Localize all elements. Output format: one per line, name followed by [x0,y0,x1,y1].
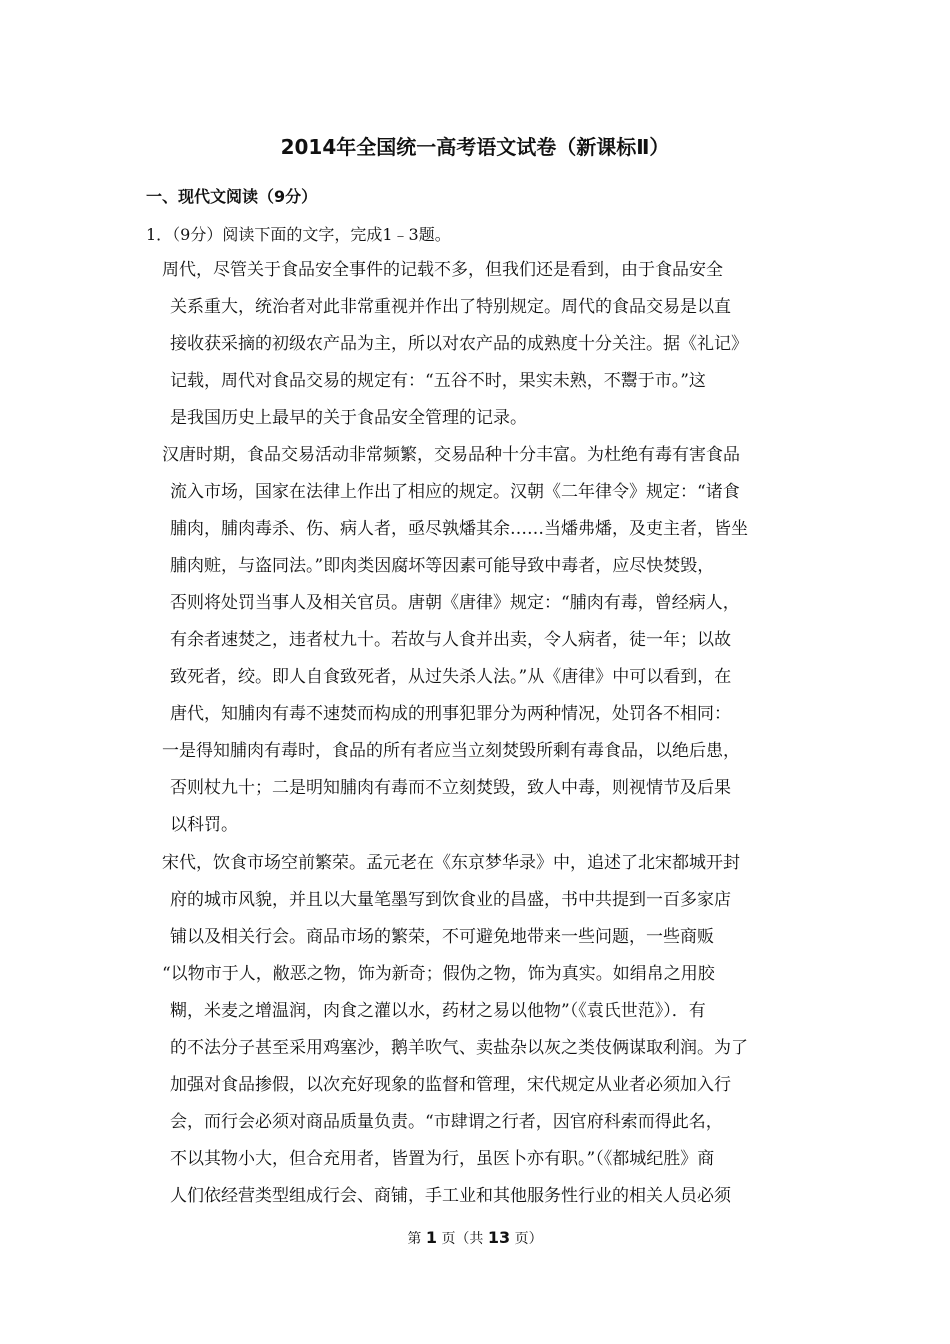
text-line: 府的城市风貌，并且以大量笔墨写到饮食业的昌盛，书中共提到一百多家店 [170,890,731,910]
footer-middle: 页（共 [441,1231,484,1247]
text-line: 人们依经营类型组成行会、商铺，手工业和其他服务性行业的相关人员必须 [170,1186,731,1206]
text-line: 是我国历史上最早的关于食品安全管理的记录。 [170,408,527,428]
text-line: 致死者，绞。即人自食致死者，从过失杀人法。”从《唐律》中可以看到，在 [170,667,732,687]
page-number: 1 [425,1228,437,1247]
question-prompt: 1．（9分）阅读下面的文字，完成1﹣3题。 [146,225,451,244]
text-line: 汉唐时期，食品交易活动非常频繁，交易品种十分丰富。为杜绝有毒有害食品 [162,445,740,465]
text-line: 记载，周代对食品交易的规定有：“五谷不时，果实未熟，不鬻于市。”这 [170,371,706,391]
text-line: 否则将处罚当事人及相关官员。唐朝《唐律》规定：“脯肉有毒，曾经病人， [170,593,740,613]
text-line: 的不法分子甚至采用鸡塞沙，鹅羊吹气、卖盐杂以灰之类伎俩谋取利润。为了 [170,1038,748,1058]
text-line: 加强对食品掺假，以次充好现象的监督和管理，宋代规定从业者必须加入行 [170,1075,731,1095]
total-pages: 13 [487,1228,511,1247]
text-line: 唐代，知脯肉有毒不速焚而构成的刑事犯罪分为两种情况，处罚各不相同： [170,704,731,724]
page-footer [0,1226,950,1251]
text-line: 脯肉赃，与盗同法。”即肉类因腐坏等因素可能导致中毒者，应尽快焚毁， [170,556,715,576]
text-line: 会，而行会必须对商品质量负责。“市肆谓之行者，因官府科索而得此名， [170,1112,723,1132]
text-line: 铺以及相关行会。商品市场的繁荣，不可避免地带来一些问题，一些商贩 [170,927,714,947]
paragraph-han-tang [162,437,822,844]
text-line: 一是得知脯肉有毒时，食品的所有者应当立刻焚毁所剩有毒食品，以绝后患， [162,741,740,761]
text-line: “以物市于人，敝恶之物，饰为新奇；假伪之物，饰为真实。如绢帛之用胶 [162,964,715,984]
paragraph-zhou [162,252,822,437]
text-line: 流入市场，国家在法律上作出了相应的规定。汉朝《二年律令》规定：“诸食 [170,482,740,502]
footer-suffix: 页） [514,1231,543,1247]
text-line: 脯肉，脯肉毒杀、伤、病人者，亟尽孰燔其余……当燔弗燔，及吏主者，皆坐 [170,519,748,539]
text-line: 周代，尽管关于食品安全事件的记载不多，但我们还是看到，由于食品安全 [162,260,723,280]
text-line: 不以其物小大，但合充用者，皆置为行，虽医卜亦有职。”（《都城纪胜》商 [170,1149,715,1169]
text-line: 关系重大，统治者对此非常重视并作出了特别规定。周代的食品交易是以直 [170,297,731,317]
text-line: 接收获采摘的初级农产品为主，所以对农产品的成熟度十分关注。据《礼记》 [170,334,748,354]
section-heading: 一、现代文阅读（9分） [146,187,318,206]
text-line: 宋代，饮食市场空前繁荣。孟元老在《东京梦华录》中，追述了北宋都城开封 [162,853,740,873]
text-line: 有余者速焚之，违者杖九十。若故与人食并出卖，令人病者，徒一年；以故 [170,630,731,650]
paragraph-song [162,845,822,1215]
text-line: 以科罚。 [170,815,238,835]
page-title: 2014年全国统一高考语文试卷（新课标Ⅱ） [280,135,670,159]
footer-prefix: 第 [407,1231,422,1247]
text-line: 糊，米麦之增温润，肉食之灌以水，药材之易以他物”（《袁氏世范》）．有 [170,1001,706,1021]
text-line: 否则杖九十；二是明知脯肉有毒而不立刻焚毁，致人中毒，则视情节及后果 [170,778,731,798]
